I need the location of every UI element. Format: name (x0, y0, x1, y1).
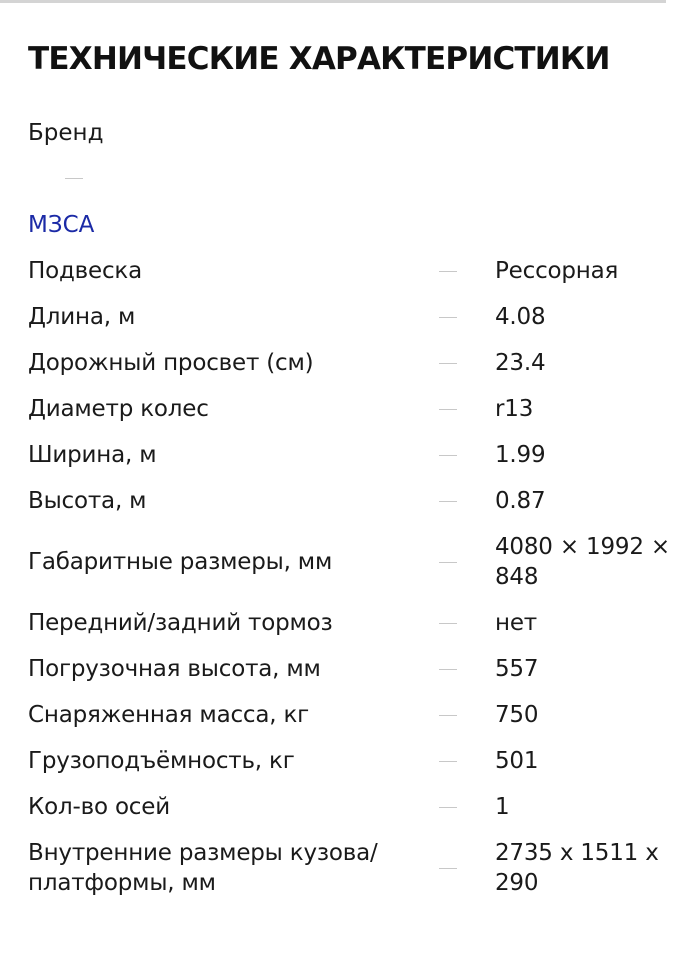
spec-row-loading-height (0, 653, 686, 685)
spec-name: Подвеска (28, 258, 143, 284)
spec-name: Передний/задний тормоз (28, 610, 333, 636)
spec-dash-separator (439, 455, 457, 456)
spec-name: Дорожный просвет (см) (28, 350, 314, 376)
spec-name: Кол-во осей (28, 794, 170, 820)
brand-label: Бренд (28, 120, 104, 146)
spec-dash-separator (439, 501, 457, 502)
spec-dash-separator (439, 409, 457, 410)
spec-value: 4080 × 1992 × 848 (495, 534, 670, 590)
spec-dash-separator (439, 868, 457, 869)
spec-name: Снаряженная масса, кг (28, 702, 310, 728)
spec-value: 557 (495, 656, 539, 682)
spec-dash-separator (439, 363, 457, 364)
spec-row-curb-weight (0, 699, 686, 731)
spec-value: 0.87 (495, 488, 546, 514)
spec-value: нет (495, 610, 537, 636)
spec-row-payload (0, 745, 686, 777)
spec-dash-separator (439, 807, 457, 808)
spec-value: 501 (495, 748, 539, 774)
spec-name: Грузоподъёмность, кг (28, 748, 295, 774)
spec-dash-separator (439, 761, 457, 762)
top-divider (0, 0, 666, 3)
spec-value: 750 (495, 702, 539, 728)
spec-dash-separator (439, 317, 457, 318)
spec-dash-separator (439, 669, 457, 670)
brand-dash-separator (65, 178, 83, 179)
spec-name: Внутренние размеры кузова/ платформы, мм (28, 840, 378, 896)
spec-row-overall-dimensions (0, 531, 686, 593)
spec-row-height (0, 485, 686, 517)
spec-dash-separator (439, 715, 457, 716)
spec-value: 1.99 (495, 442, 546, 468)
spec-value: Рессорная (495, 258, 619, 284)
spec-row-wheel-diameter (0, 393, 686, 425)
spec-value: 4.08 (495, 304, 546, 330)
spec-name: Погрузочная высота, мм (28, 656, 321, 682)
spec-name: Высота, м (28, 488, 147, 514)
spec-dash-separator (439, 623, 457, 624)
spec-name: Ширина, м (28, 442, 157, 468)
spec-dash-separator (439, 271, 457, 272)
spec-row-ground-clearance (0, 347, 686, 379)
brand-link[interactable]: МЗСА (28, 212, 95, 238)
spec-dash-separator (439, 562, 457, 563)
spec-value: 23.4 (495, 350, 546, 376)
spec-value: r13 (495, 396, 534, 422)
spec-row-brakes (0, 607, 686, 639)
spec-name: Габаритные размеры, мм (28, 549, 333, 575)
spec-name: Длина, м (28, 304, 136, 330)
spec-row-body-inner-dimensions (0, 837, 686, 899)
spec-name: Диаметр колес (28, 396, 209, 422)
spec-row-axles (0, 791, 686, 823)
spec-row-width (0, 439, 686, 471)
spec-row-suspension (0, 255, 686, 287)
page-title: ТЕХНИЧЕСКИЕ ХАРАКТЕРИСТИКИ (28, 41, 610, 77)
spec-value: 2735 x 1511 x 290 (495, 840, 659, 896)
spec-row-length (0, 301, 686, 333)
spec-value: 1 (495, 794, 510, 820)
